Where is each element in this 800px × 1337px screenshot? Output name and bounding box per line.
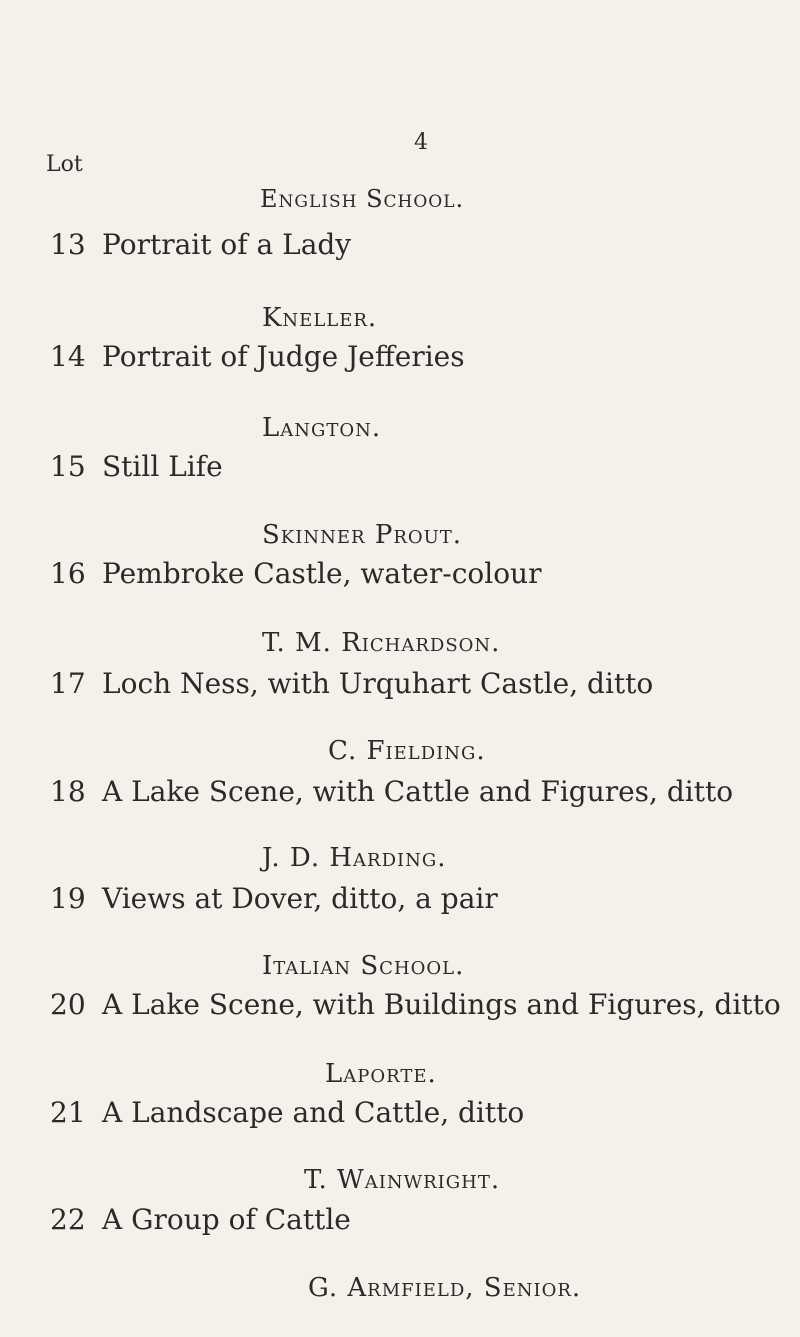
lot-number: 20 — [50, 988, 86, 1021]
lot-title: A Group of Cattle — [102, 1203, 351, 1236]
lot-artist: Laporte. — [325, 1059, 437, 1089]
lot-number: 21 — [50, 1096, 86, 1129]
lot-artist: Langton. — [262, 413, 382, 443]
lot-column-header: Lot — [46, 152, 83, 177]
lot-title: Still Life — [102, 450, 223, 483]
lot-number: 19 — [50, 882, 86, 915]
lot-title: A Lake Scene, with Buildings and Figures, ditto — [102, 988, 781, 1021]
school-heading: English School. — [260, 185, 465, 213]
lot-title: A Landscape and Cattle, ditto — [102, 1096, 525, 1129]
lot-artist: T. M. Richardson. — [262, 628, 501, 658]
lot-number: 13 — [50, 228, 86, 261]
lot-artist: Italian School. — [262, 951, 465, 981]
lot-title: Views at Dover, ditto, a pair — [102, 882, 498, 915]
lot-number: 15 — [50, 450, 86, 483]
lot-number: 16 — [50, 557, 86, 590]
lot-title: Loch Ness, with Urquhart Castle, ditto — [102, 667, 654, 700]
lot-title: Portrait of a Lady — [102, 228, 352, 261]
lot-number: 17 — [50, 667, 86, 700]
lot-number: 14 — [50, 340, 86, 373]
lot-artist: Kneller. — [262, 303, 378, 333]
lot-title: A Lake Scene, with Cattle and Figures, ditto — [102, 775, 734, 808]
lot-artist: G. Armfield, Senior. — [308, 1273, 582, 1303]
lot-artist: Skinner Prout. — [262, 520, 463, 550]
lot-artist: J. D. Harding. — [262, 843, 447, 873]
lot-artist: T. Wainwright. — [304, 1165, 501, 1195]
lot-artist: C. Fielding. — [328, 736, 486, 766]
page-number: 4 — [414, 130, 428, 155]
lot-title: Pembroke Castle, water-colour — [102, 557, 542, 590]
lot-title: Portrait of Judge Jefferies — [102, 340, 465, 373]
lot-number: 22 — [50, 1203, 86, 1236]
lot-number: 18 — [50, 775, 86, 808]
